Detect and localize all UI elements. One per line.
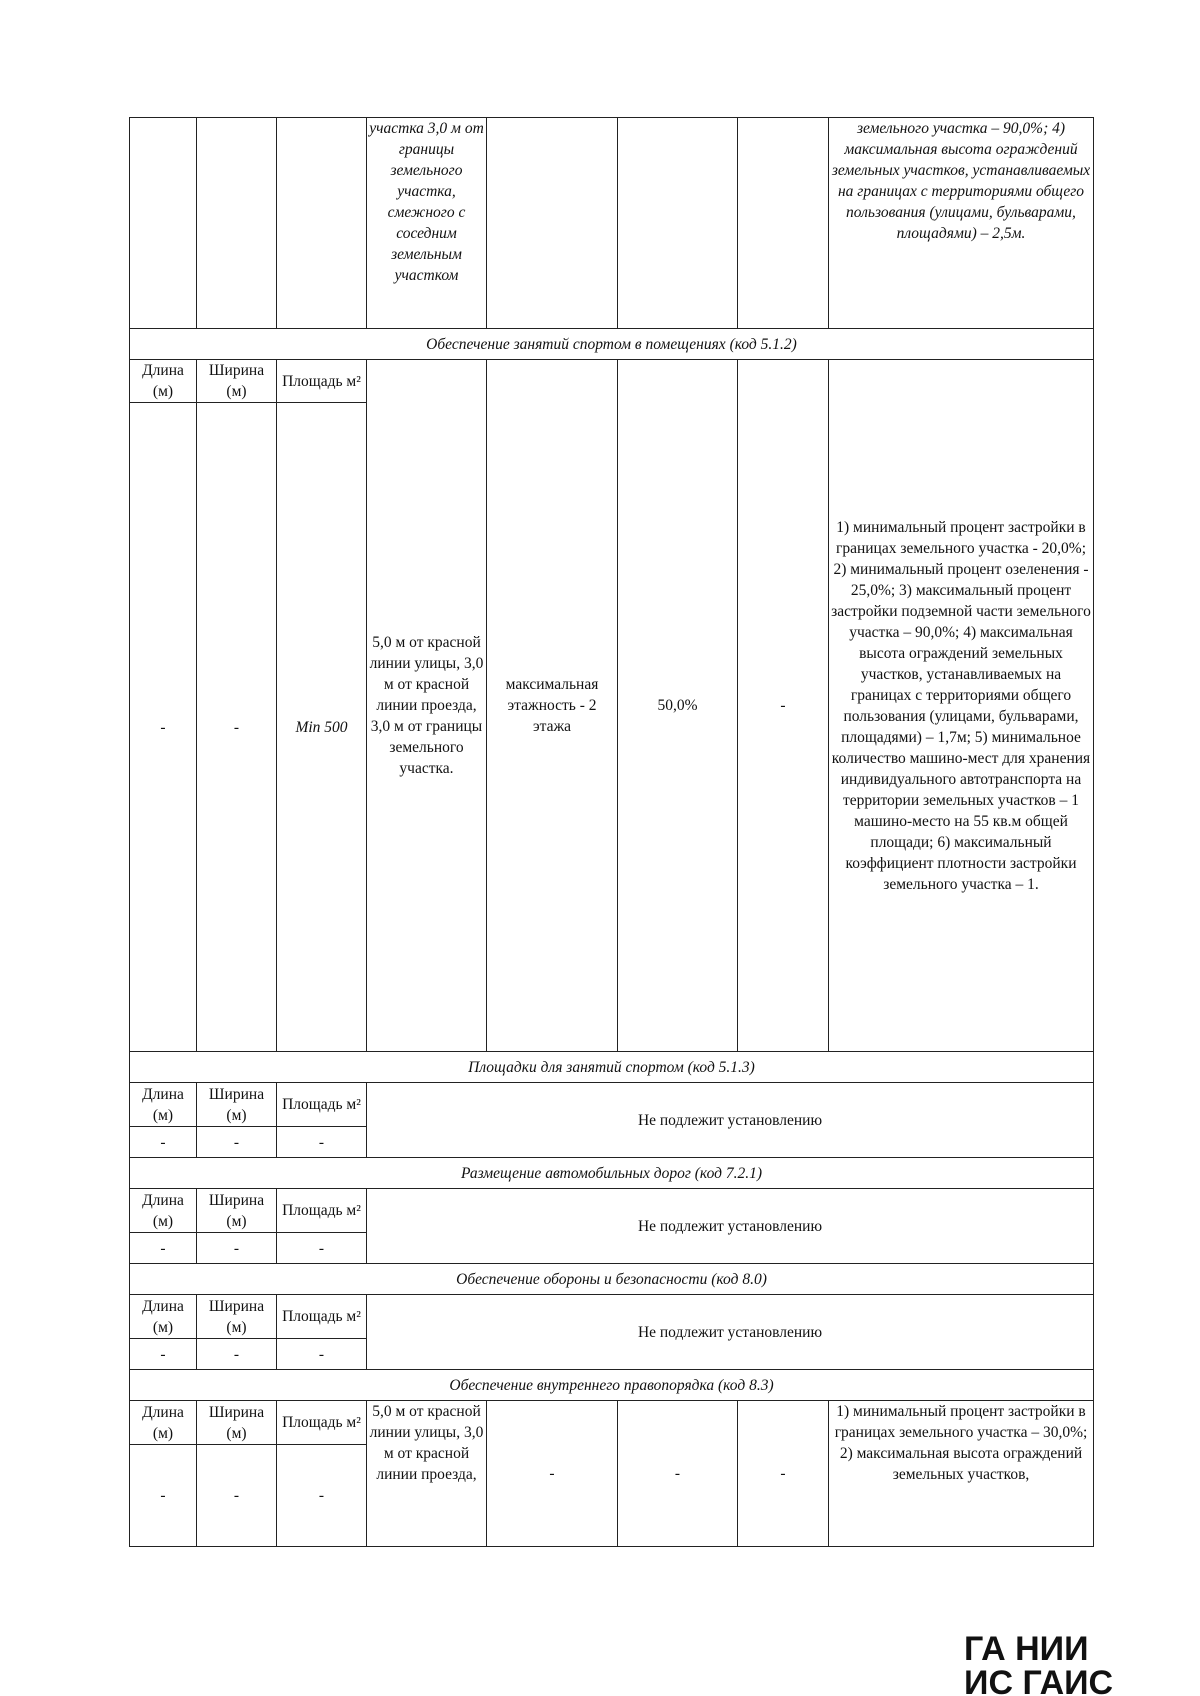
width-value: -: [197, 1445, 277, 1547]
floors-cell: максимальная этажность - 2 этажа: [487, 360, 618, 1052]
section-title-row: [130, 1052, 1094, 1083]
header-row: [130, 1189, 1094, 1233]
section-title-row: [130, 1158, 1094, 1189]
header-row: [130, 1295, 1094, 1339]
area-header: Площадь м²: [277, 1083, 367, 1127]
not-applicable-note: Не подлежит установлению: [367, 1189, 1094, 1264]
width-value: -: [197, 1339, 277, 1370]
length-value: -: [130, 403, 197, 1052]
not-applicable-note: Не подлежит установлению: [367, 1295, 1094, 1370]
area-header: Площадь м²: [277, 1295, 367, 1339]
regulations-table: [129, 117, 1094, 1547]
area-header: Площадь м²: [277, 1401, 367, 1445]
other-params-cell: 1) минимальный процент застройки в границах земельного участка – 30,0%; 2) максимальная высота ограждений земельных участков,: [829, 1401, 1094, 1547]
section-title: Площадки для занятий спортом (код 5.1.3): [130, 1052, 1094, 1083]
section-title-row: [130, 1264, 1094, 1295]
area-header: Площадь м²: [277, 1189, 367, 1233]
organization-logo: [962, 1630, 1162, 1696]
other-params-cell: земельного участка – 90,0%; 4) максимальная высота ограждений земельных участков, устанавливаемых на границах с территориями общего пользования (улицами, бульварами, площадями) – 2,5м.: [829, 118, 1094, 329]
height-cell: -: [738, 360, 829, 1052]
floors-cell: -: [487, 1401, 618, 1547]
coverage-cell: 50,0%: [618, 360, 738, 1052]
length-header: Длина (м): [130, 360, 197, 403]
section-title: Обеспечение обороны и безопасности (код 8.0): [130, 1264, 1094, 1295]
logo-line-2: ИС ГАИС: [964, 1664, 1114, 1696]
area-value: -: [277, 1233, 367, 1264]
height-cell: -: [738, 1401, 829, 1547]
area-header: Площадь м²: [277, 360, 367, 403]
header-row: [130, 1401, 1094, 1445]
length-value: -: [130, 1233, 197, 1264]
setback-cell: 5,0 м от красной линии улицы, 3,0 м от красной линии проезда,: [367, 1401, 487, 1547]
section-title: Размещение автомобильных дорог (код 7.2.1): [130, 1158, 1094, 1189]
length-value: -: [130, 1127, 197, 1158]
area-value: -: [277, 1339, 367, 1370]
width-header: Ширина (м): [197, 360, 277, 403]
setback-cell: 5,0 м от красной линии улицы, 3,0 м от красной линии проезда, 3,0 м от границы земельного участка.: [367, 360, 487, 1052]
length-value: -: [130, 1445, 197, 1547]
area-value: -: [277, 1445, 367, 1547]
section-title: Обеспечение занятий спортом в помещениях (код 5.1.2): [130, 329, 1094, 360]
section-title-row: [130, 329, 1094, 360]
length-header: Длина (м): [130, 1083, 197, 1127]
length-header: Длина (м): [130, 1189, 197, 1233]
section-title: Обеспечение внутреннего правопорядка (код 8.3): [130, 1370, 1094, 1401]
width-value: -: [197, 403, 277, 1052]
width-header: Ширина (м): [197, 1401, 277, 1445]
length-value: -: [130, 1339, 197, 1370]
length-header: Длина (м): [130, 1295, 197, 1339]
coverage-cell: -: [618, 1401, 738, 1547]
section-title-row: [130, 1370, 1094, 1401]
length-header: Длина (м): [130, 1401, 197, 1445]
width-header: Ширина (м): [197, 1189, 277, 1233]
width-value: -: [197, 1127, 277, 1158]
continuation-row: [130, 118, 1094, 329]
not-applicable-note: Не подлежит установлению: [367, 1083, 1094, 1158]
width-header: Ширина (м): [197, 1295, 277, 1339]
header-row: [130, 1083, 1094, 1127]
header-row: [130, 360, 1094, 403]
width-header: Ширина (м): [197, 1083, 277, 1127]
area-value: -: [277, 1127, 367, 1158]
width-value: -: [197, 1233, 277, 1264]
other-params-cell: 1) минимальный процент застройки в границах земельного участка - 20,0%; 2) минимальный процент озеленения - 25,0%; 3) максимальный процент застройки подземной части земельного участка – 90,0%; 4) максимальная высота ограждений земельных участков, устанавливаемых на границах с территориями общего пользования (улицами, бульварами, площадями) – 1,7м; 5) минимальное количество машино-мест для хранения индивидуального автотранспорта на территории земельных участков – 1 машино-место на 55 кв.м общей площади; 6) максимальный коэффициент плотности застройки земельного участка – 1.: [829, 360, 1094, 1052]
area-value: Min 500: [277, 403, 367, 1052]
setback-cell: участка 3,0 м от границы земельного участка, смежного с соседним земельным участком: [367, 118, 487, 329]
logo-line-1: ГА НИИ: [964, 1630, 1089, 1668]
